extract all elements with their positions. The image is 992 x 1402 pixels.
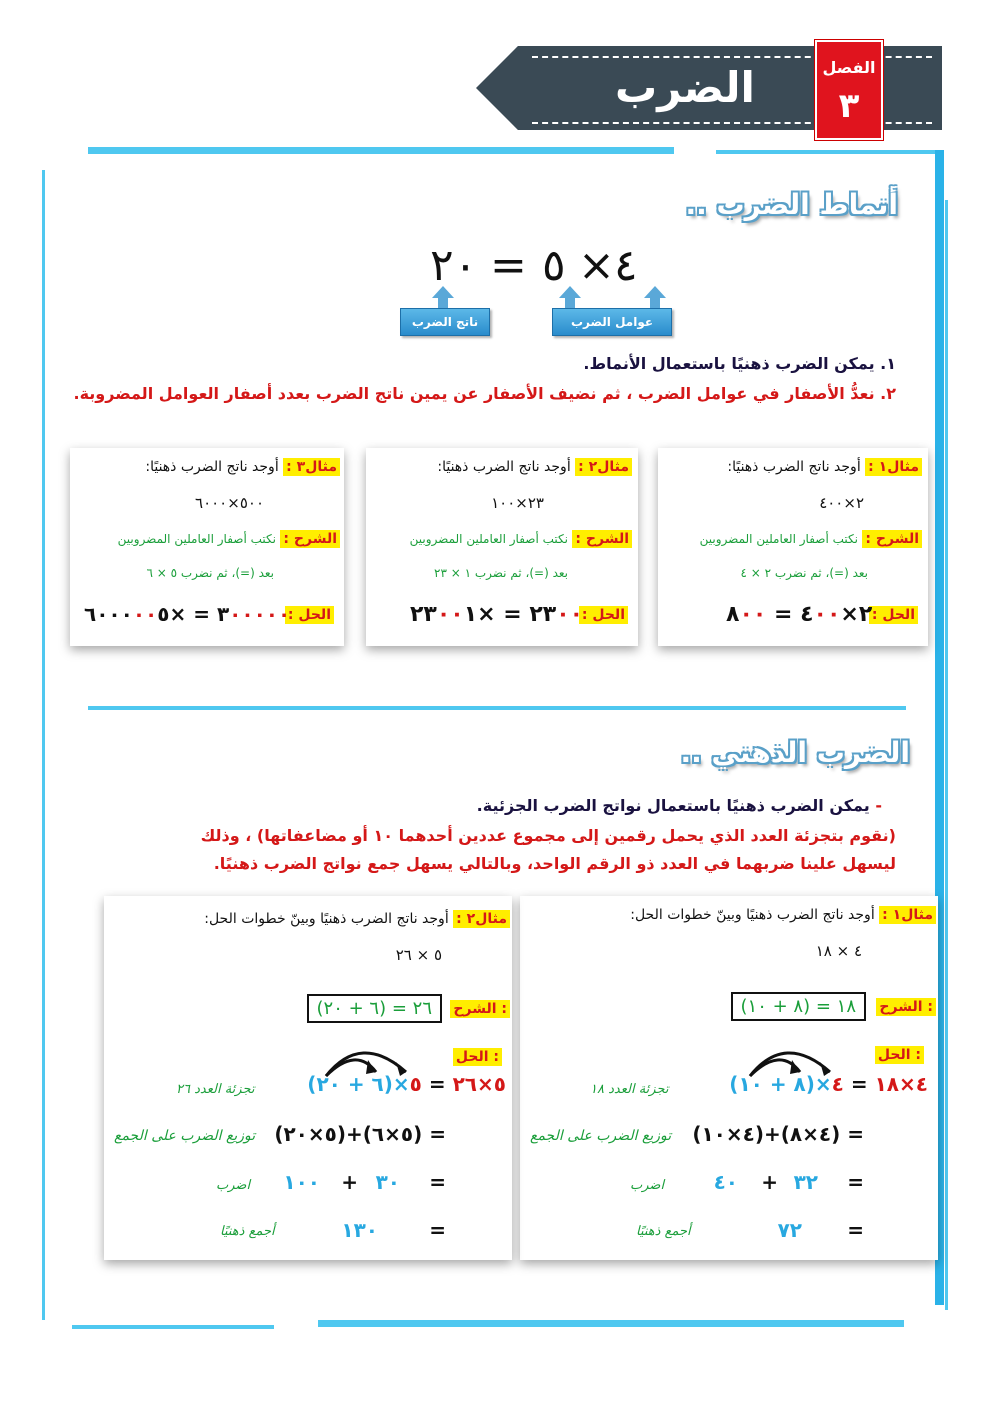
step-4-result: ١٣٠ (341, 1218, 378, 1242)
solution-result-zeros: ٠٠ (556, 602, 584, 627)
example-solution (285, 606, 334, 624)
frame-right-bar-thin (945, 200, 948, 1310)
solution-zeros: ٠٠ (813, 602, 841, 627)
rule-2-number: ٢. (880, 384, 896, 403)
mental-line-1-text: يمكن الضرب ذهنيًا باستعمال نواتج الضرب الجزئية. (476, 796, 870, 815)
solution-equation (84, 602, 290, 626)
solution-equation (410, 602, 583, 627)
chapter-label: الفصل (822, 58, 876, 77)
example-explain (410, 530, 632, 548)
step-3-plus: + (761, 1170, 778, 1194)
step-2: = (٥×٦)+(٥×٢٠) (274, 1122, 446, 1146)
step-4-equals: = (847, 1218, 864, 1242)
example-explain (700, 530, 922, 548)
solution-part: ٤ (800, 602, 814, 627)
arrow-up-icon (559, 286, 581, 298)
question-text: أوجد ناتج الضرب ذهنيًا وبينّ خطوات الحل: (204, 911, 449, 927)
solution-part: ١ (463, 602, 478, 627)
mental-example-card-1 (520, 896, 938, 1260)
example-solution (579, 606, 628, 624)
bullet: - (875, 796, 882, 815)
explain-line-1: نكتب أصفار العاملين المضروبين (699, 532, 858, 546)
frame-left-bar (42, 170, 45, 1320)
step-1-d: ×(٦ + ٢٠) (307, 1072, 410, 1096)
solution-equals: = (193, 602, 210, 626)
question-text: أوجد ناتج الضرب ذهنيًا: (727, 459, 861, 475)
section-title-mental: الضرب الذهني .. (680, 736, 910, 769)
step-3-a: ٣٠ (375, 1170, 400, 1194)
example-card-2 (366, 448, 638, 646)
solution-equals: = (773, 602, 793, 627)
example-question (204, 910, 510, 928)
solution-zeros: ٠٠ (436, 602, 464, 627)
solution-zeros: ٠٠ (132, 602, 158, 626)
solution-tag: الحل : (285, 606, 334, 624)
equation-times: × (578, 240, 615, 291)
arrow-stem (438, 298, 448, 308)
example-tag: مثال١ : (879, 906, 936, 924)
explain-tag: الشرح : (450, 1000, 510, 1018)
step-2: = (٤×٨)+(٤×١٠) (692, 1122, 864, 1146)
example-solution (869, 606, 918, 624)
example-explain (450, 998, 510, 1018)
step-1-a: ٥ (493, 1072, 506, 1096)
equation-equals: = (490, 240, 527, 291)
solution-tag: الحل : (869, 606, 918, 624)
solution-equation (726, 602, 872, 627)
step-1-equals: = (850, 1072, 868, 1096)
explain-box-wrap (307, 994, 442, 1023)
step-3-a: ٣٢ (793, 1170, 818, 1194)
arrow-stem (565, 298, 575, 308)
solution-result-zeros: ٠٠٠٠٠ (229, 602, 291, 626)
step-1-note: تجزئة العدد ٢٦ (176, 1082, 255, 1097)
solution-tag: الحل : (579, 606, 628, 624)
factors-label: عوامل الضرب (552, 308, 672, 336)
rule-1 (96, 350, 896, 377)
step-1-b: ×١٨ (874, 1072, 916, 1096)
example-tag: مثال٣ : (283, 458, 340, 476)
rule-1-text: يمكن الضرب ذهنيًا باستعمال الأنماط. (583, 354, 875, 373)
frame-top-bar-right (716, 150, 944, 154)
step-3-equals: = (847, 1170, 864, 1194)
solution-part: ×٦٠٠٠ (84, 602, 187, 626)
arrow-up-icon (432, 286, 454, 298)
section-title-patterns: أنماط الضرب .. (685, 188, 898, 221)
step-1-equals: = (428, 1072, 446, 1096)
example-card-1 (658, 448, 928, 646)
explain-tag: الشرح : (280, 530, 340, 548)
step-1-b: ×٢٦ (452, 1072, 494, 1096)
chapter-number: ٣ (838, 86, 860, 126)
rule-2 (66, 380, 896, 407)
step-4-result: ٧٢ (777, 1218, 802, 1242)
step-3-note: اضرب (630, 1178, 665, 1193)
step-1-a: ٤ (915, 1072, 928, 1096)
explain-line-1: نكتب أصفار العاملين المضروبين (117, 532, 276, 546)
example-problem: ٢×٤٠٠ (819, 494, 864, 512)
explain-line-2: بعد (=)، ثم نضرب ٥ × ٦ (146, 566, 274, 580)
example-question (630, 906, 936, 924)
arrow-up-icon (644, 286, 666, 298)
question-text: أوجد ناتج الضرب ذهنيًا وبينّ خطوات الحل: (630, 907, 875, 923)
frame-top-bar (88, 147, 674, 154)
explain-tag: الشرح : (862, 530, 922, 548)
explain-tag: الشرح : (572, 530, 632, 548)
explain-line-2: بعد (=)، ثم نضرب ١ × ٢٣ (434, 566, 568, 580)
example-question (727, 458, 922, 476)
solution-tag: الحل : (875, 1046, 924, 1064)
example-problem: ٤ × ١٨ (815, 942, 862, 960)
question-text: أوجد ناتج الضرب ذهنيًا: (145, 459, 279, 475)
solution-equals: = (503, 602, 522, 627)
step-2-note: توزيع الضرب على الجمع (530, 1128, 672, 1144)
step-2-note: توزيع الضرب على الجمع (114, 1128, 256, 1144)
step-3-b: ٤٠ (713, 1170, 738, 1194)
example-problem: ٥٠٠×٦٠٠٠ (195, 494, 264, 512)
chapter-title: الضرب (615, 63, 755, 112)
step-4-note: أجمع ذهنيًا (636, 1224, 691, 1239)
example-tag: مثال٢ : (575, 458, 632, 476)
explain-box: ١٨ = (٨ + ١٠) (731, 992, 866, 1021)
explain-tag: الشرح : (876, 998, 936, 1016)
solution-result-zeros: ٠٠ (739, 602, 767, 627)
section-divider (88, 706, 906, 710)
step-1 (729, 1072, 928, 1096)
rule-1-number: ١. (880, 354, 896, 373)
step-1-c: ٤ (831, 1072, 844, 1096)
solution-label (875, 1044, 924, 1064)
example-question (145, 458, 340, 476)
mental-line-2: (نقوم بتجزئة العدد الذي يحمل رقمين إلى مجموع عددين أحدهما ١٠ أو مضاعفاتها) ، وذلك (200, 826, 896, 845)
explain-box: ٢٦ = (٦ + ٢٠) (307, 994, 442, 1023)
mental-line-1 (102, 792, 882, 819)
mental-example-card-2 (104, 896, 512, 1260)
solution-result: ٢٣ (529, 602, 557, 627)
solution-tag: الحل : (453, 1048, 502, 1066)
step-1-c: ٥ (409, 1072, 422, 1096)
solution-result: ٣ (216, 602, 230, 626)
step-1-note: تجزئة العدد ١٨ (590, 1082, 669, 1097)
frame-bottom-bar (318, 1320, 904, 1327)
step-3-b: ١٠٠ (283, 1170, 320, 1194)
solution-part: ×٢٣ (410, 602, 496, 627)
frame-bottom-bar-left (72, 1325, 274, 1329)
solution-result: ٨ (726, 602, 740, 627)
rule-2-text: نعدُّ الأصفار في عوامل الضرب ، ثم نضيف الأصفار عن يمين ناتج الضرب بعدد أصفار العوامل المضروبة. (73, 384, 875, 403)
explain-line-1: نكتب أصفار العاملين المضروبين (409, 532, 568, 546)
example-explain (876, 996, 936, 1016)
solution-part: ٢× (840, 602, 873, 627)
step-4-note: أجمع ذهنيًا (220, 1224, 275, 1239)
step-4-equals: = (429, 1218, 446, 1242)
arrow-stem (650, 298, 660, 308)
equation-factor-b: ٥ (542, 240, 566, 291)
explain-box-wrap (731, 992, 866, 1021)
example-question (437, 458, 632, 476)
example-card-3 (70, 448, 344, 646)
example-tag: مثال٢ : (453, 910, 510, 928)
equation-result: ٢٠ (430, 240, 478, 291)
pattern-equation (430, 240, 670, 296)
step-3-plus: + (341, 1170, 358, 1194)
solution-label (453, 1046, 502, 1066)
example-problem: ٢٣×١٠٠ (491, 494, 544, 512)
mental-line-3: ليسهل علينا ضربهما في العدد ذو الرقم الواحد، وبالتالي يسهل جمع نواتج الضرب ذهنيًا. (213, 854, 896, 873)
solution-part: ٥ (157, 602, 170, 626)
explain-line-2: بعد (=)، ثم نضرب ٢ × ٤ (740, 566, 868, 580)
question-text: أوجد ناتج الضرب ذهنيًا: (437, 459, 571, 475)
product-label: ناتج الضرب (400, 308, 490, 336)
example-problem: ٥ × ٢٦ (395, 946, 442, 964)
example-explain (118, 530, 340, 548)
step-3-note: اضرب (216, 1178, 251, 1193)
equation-factor-a: ٤ (614, 240, 638, 291)
step-3-equals: = (429, 1170, 446, 1194)
step-1-d: ×(٨ + ١٠) (729, 1072, 832, 1096)
step-1 (307, 1072, 506, 1096)
example-tag: مثال١ : (865, 458, 922, 476)
